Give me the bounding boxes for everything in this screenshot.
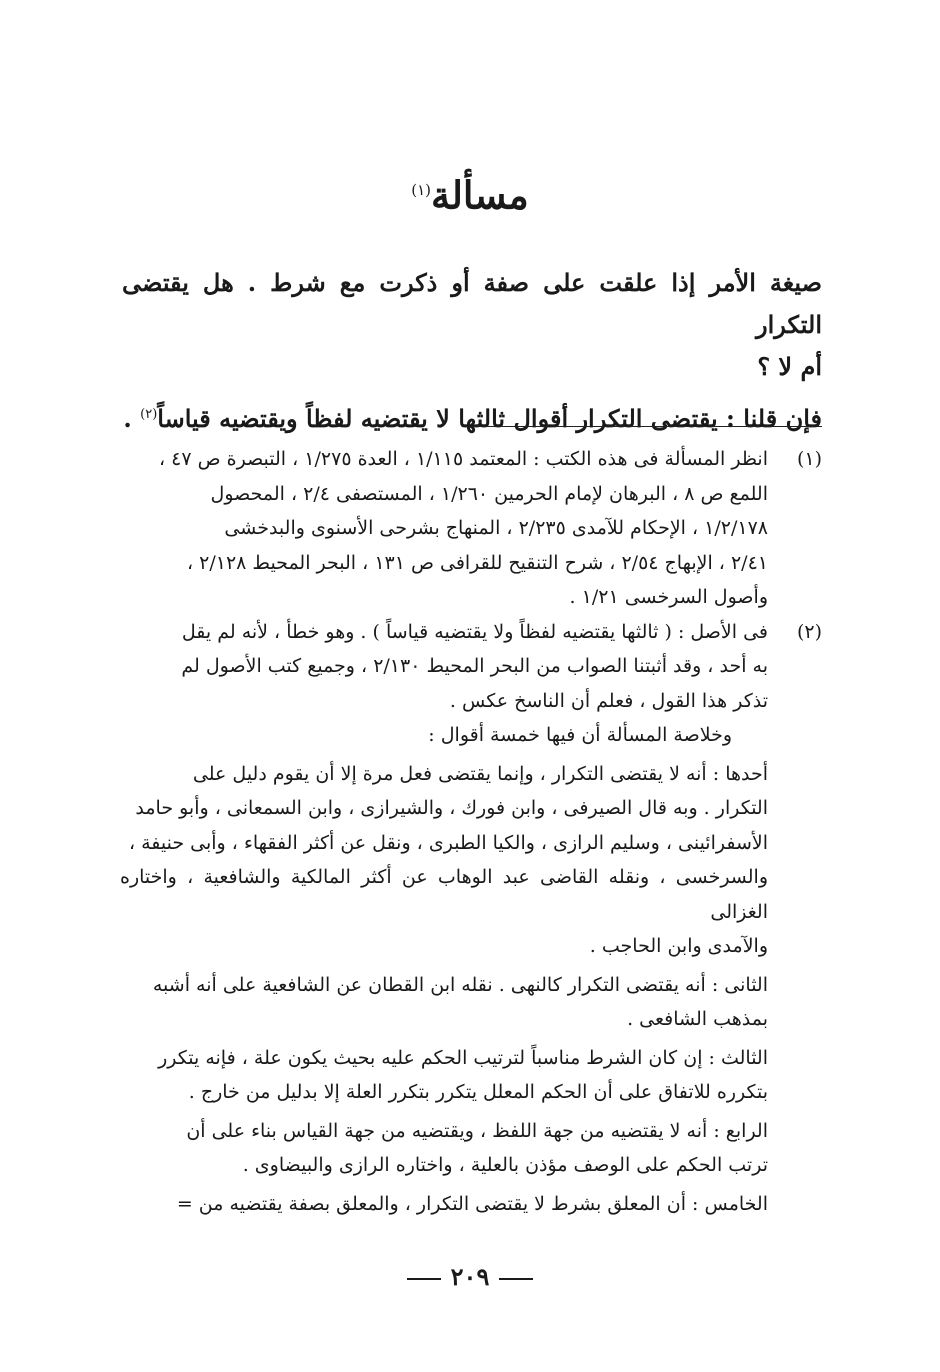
title-text: مسألة [430, 172, 529, 218]
opinion-line: والآمدى وابن الحاجب . [589, 935, 768, 957]
footnote-separator [474, 426, 822, 427]
main-footnote-ref: (٢) [140, 407, 158, 422]
opinion-line: أحدها : أنه لا يقتضى التكرار ، وإنما يقتضى فعل مرة إلا أن يقوم دليل على [192, 762, 768, 785]
page-number-dash [499, 1278, 533, 1280]
opinion-line: الرابع : أنه لا يقتضيه من جهة اللفظ ، ويقتضيه من جهة القياس بناء على أن [186, 1119, 768, 1142]
main-line-3-text: فإن قلنا : يقتضى التكرار أقوال ثالثها لا يقتضيه لفظاً ويقتضيه قياساً [157, 404, 822, 433]
opinion-line: الأسفرائينى ، وسليم الرازى ، والكيا الطبرى ، ونقل عن أكثر الفقهاء ، وأبى حنيفة ، [128, 831, 768, 854]
footnote-1 [120, 442, 822, 615]
opinion-3 [120, 1041, 768, 1110]
footnote-line: ٢/٤١ ، الإبهاج ٢/٥٤ ، شرح التنقيح للقرافى ص ١٣١ ، البحر المحيط ٢/١٢٨ ، [186, 551, 768, 574]
opinion-line: الخامس : أن المعلق بشرط لا يقتضى التكرار ، والمعلق بصفة يقتضيه من = [176, 1192, 768, 1215]
opinion-2 [120, 968, 768, 1037]
opinion-1 [120, 757, 768, 964]
opinion-line: التكرار . وبه قال الصيرفى ، وابن فورك ، والشيرازى ، وابن السمعانى ، وأبو حامد [135, 797, 768, 819]
footnote-line: انظر المسألة فى هذه الكتب : المعتمد ١/١١٥ ، العدة ١/٢٧٥ ، التبصرة ص ٤٧ ، [158, 448, 768, 470]
footnotes [120, 442, 822, 1221]
main-line-2: أم لا ؟ [757, 352, 822, 381]
main-line-3-end: . [123, 404, 141, 433]
footnote-2 [120, 615, 822, 1222]
main-line-1: صيغة الأمر إذا علقت على صفة أو ذكرت مع شرط . هل يقتضى التكرار [122, 268, 822, 339]
opinion-line: بتكرره للاتفاق على أن الحكم المعلل يتكرر بتكرر العلة إلا بدليل من خارج . [188, 1081, 768, 1103]
footnote-line: تذكر هذا القول ، فعلم أن الناسخ عكس . [449, 689, 768, 712]
footnote-line: اللمع ص ٨ ، البرهان لإمام الحرمين ١/٢٦٠ ، المستصفى ٢/٤ ، المحصول [210, 482, 768, 505]
opinion-line: بمذهب الشافعى . [627, 1008, 768, 1030]
opinion-line: الثالث : إن كان الشرط مناسباً لترتيب الحكم عليه بحيث يكون علة ، فإنه يتكرر [158, 1046, 768, 1069]
footnote-number: (١) [796, 448, 822, 470]
title-footnote-ref: (١) [411, 181, 431, 199]
opinion-5 [120, 1187, 768, 1222]
footnote-summary: وخلاصة المسألة أن فيها خمسة أقوال : [428, 724, 732, 746]
footnote-line: ١/٢/١٧٨ ، الإحكام للآمدى ٢/٢٣٥ ، المنهاج بشرحى الأسنوى والبدخشى [224, 517, 768, 539]
opinion-4 [120, 1114, 768, 1183]
main-text [122, 262, 822, 440]
page-number-text: ٢٠٩ [450, 1262, 490, 1291]
footnote-number: (٢) [796, 620, 822, 643]
opinion-line: الثانى : أنه يقتضى التكرار كالنهى . نقله ابن القطان عن الشافعية على أنه أشبه [152, 973, 768, 996]
page-title [0, 165, 940, 221]
footnote-line: وأصول السرخسى ١/٢١ . [569, 586, 768, 608]
main-line-3 [122, 394, 822, 440]
page-number-dash [407, 1278, 441, 1280]
footnote-line: به أحد ، وقد أثبتنا الصواب من البحر المحيط ٢/١٣٠ ، وجميع كتب الأصول لم [181, 655, 768, 677]
opinion-line: والسرخسى ، ونقله القاضى عبد الوهاب عن أكثر المالكية والشافعية ، واختاره الغزالى [120, 866, 768, 923]
footnote-line: فى الأصل : ( ثالثها يقتضيه لفظاً ولا يقتضيه قياساً ) . وهو خطأ ، لأنه لم يقل [181, 620, 768, 643]
opinion-line: ترتب الحكم على الوصف مؤذن بالعلية ، واختاره الرازى والبيضاوى . [242, 1154, 768, 1176]
page-number [0, 1262, 940, 1291]
